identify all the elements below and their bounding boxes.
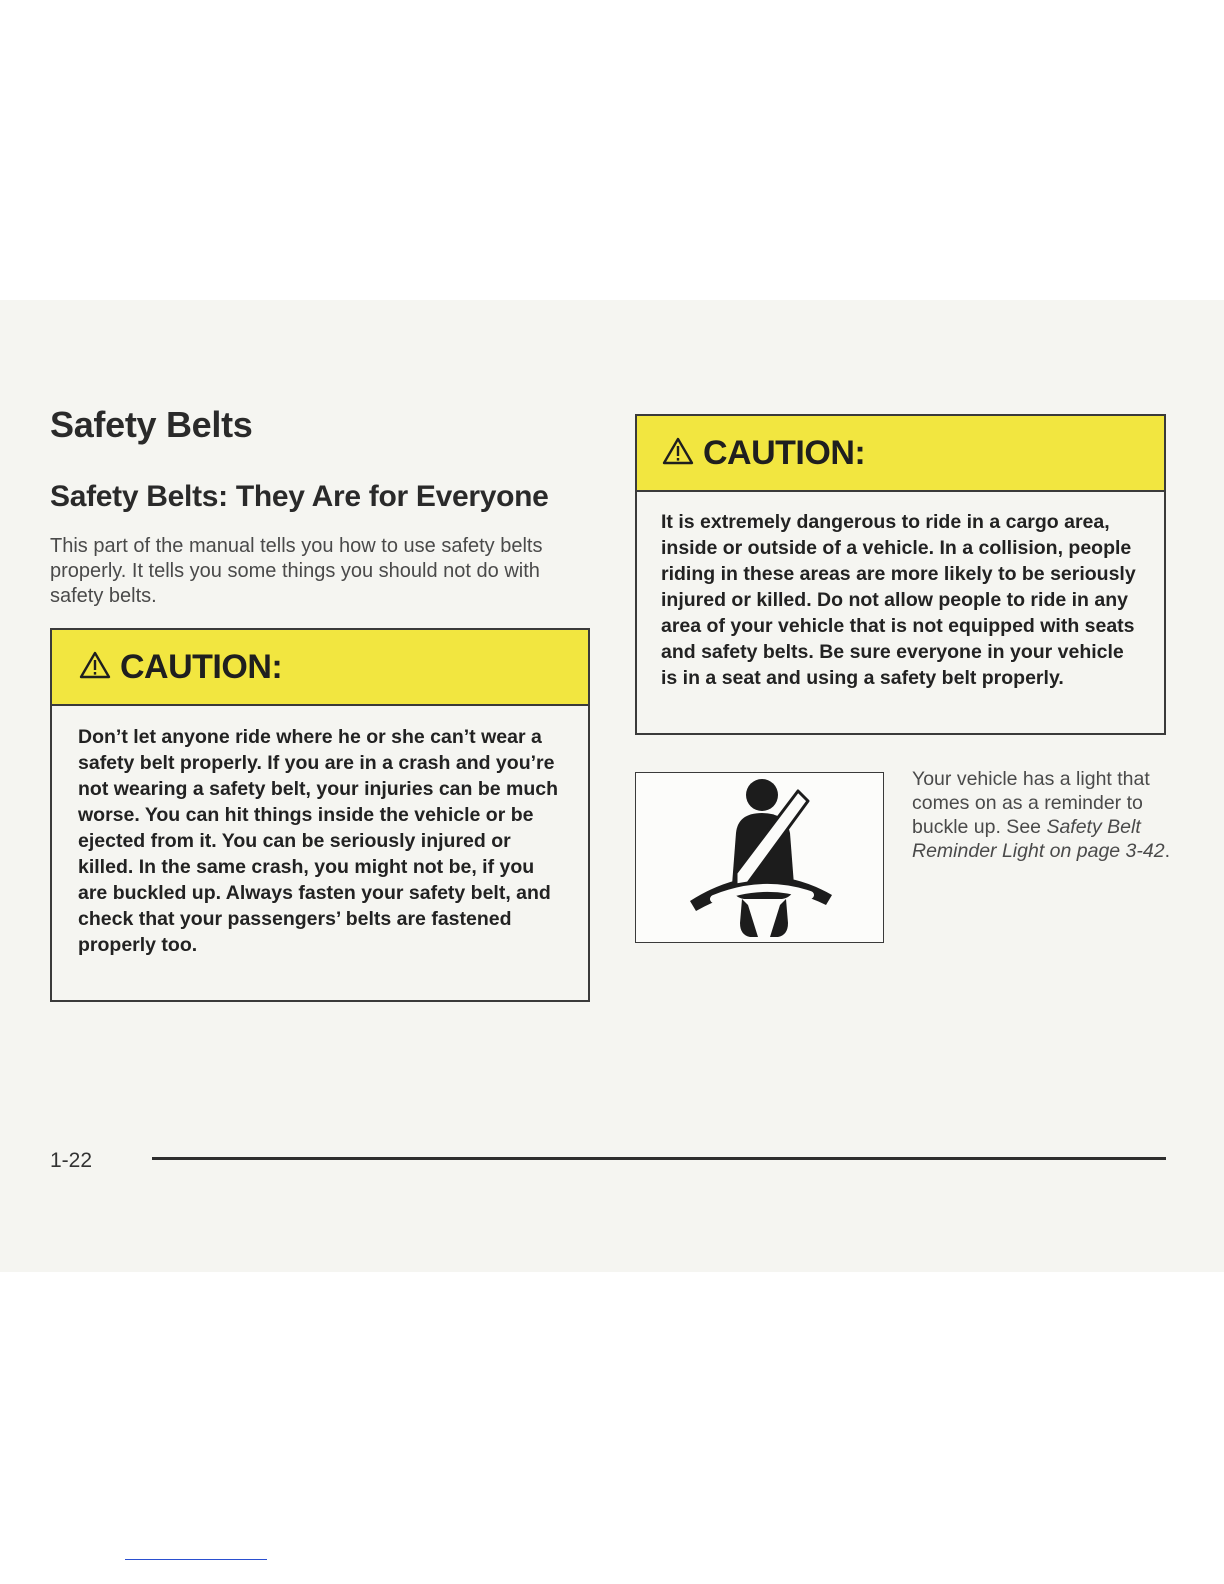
caution-box-left	[50, 628, 590, 1002]
warning-triangle-icon	[661, 436, 695, 471]
page-title: Safety Belts	[50, 404, 253, 445]
intro-paragraph: This part of the manual tells you how to use safety belts properly. It tells you some things you should not do with safety belts.	[50, 535, 543, 607]
reminder-note: Your vehicle has a light that comes on as a reminder to buckle up. See Safety Belt Reminder Light on page 3-42.	[912, 768, 1171, 862]
caution-text: It is extremely dangerous to ride in a cargo area, inside or outside of a vehicle. In a collision, people riding in these areas are more likely to be seriously injured or killed. Do not allow people to ride in any area of your vehicle that is not equipped with seats and safety belts. Be sure everyone in your vehicle is in a seat and using a safety belt properly.	[661, 511, 1136, 689]
caution-header	[52, 630, 588, 706]
warning-triangle-icon	[78, 650, 112, 685]
caution-header	[637, 416, 1164, 492]
link-underline	[125, 1559, 267, 1560]
reminder-light-link[interactable]: Safety Belt Reminder Light on page 3-42	[912, 816, 1165, 862]
caution-box-right	[635, 414, 1166, 735]
caution-label: CAUTION:	[120, 647, 283, 686]
section-heading: Safety Belts: They Are for Everyone	[50, 480, 549, 513]
caution-label: CAUTION:	[703, 433, 866, 472]
seat-belt-reminder-icon-frame	[635, 772, 884, 943]
caution-text: Don’t let anyone ride where he or she can’t wear a safety belt properly. If you are in a crash and you’re not wearing a safety belt, your injuries can be much worse. You can hit things inside the vehicle or be ejected from it. You can be seriously injured or killed. In the same crash, you might not be, if you are buckled up. Always fasten your safety belt, and check that your passengers’ belts are fastened properly too.	[78, 726, 559, 956]
page-number: 1-22	[50, 1149, 93, 1172]
footer-rule	[152, 1157, 1166, 1160]
seat-belt-reminder-icon	[686, 773, 836, 941]
